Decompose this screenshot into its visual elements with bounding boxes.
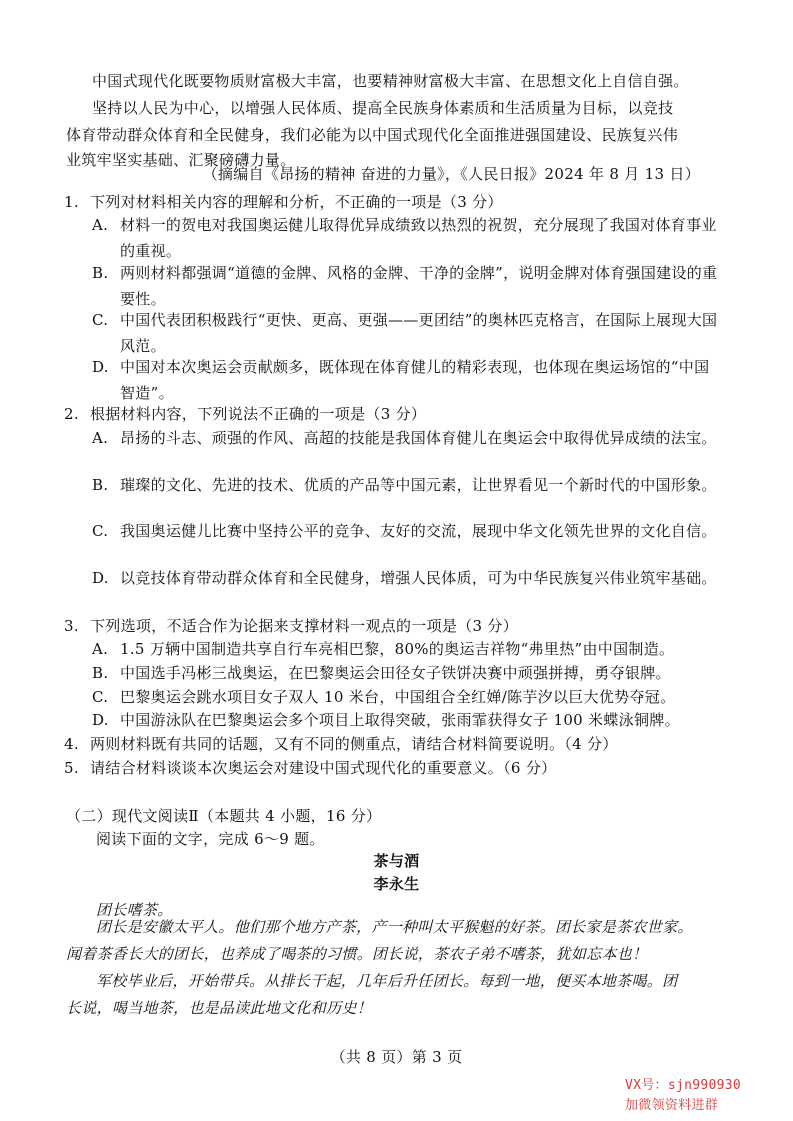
- option-text: 中国游泳队在巴黎奥运会多个项目上取得突破，张雨霏获得女子 100 米蝶泳铜牌。: [120, 711, 680, 729]
- intro-para2-line-3: 业筑牢坚实基础、汇聚磅礴力量。: [66, 151, 296, 169]
- option-key: A.: [92, 216, 109, 234]
- question-text: 根据材料内容，下列说法不正确的一项是（3 分）: [90, 405, 427, 423]
- section-heading: （二）现代文阅读Ⅱ（本题共 4 小题，16 分）: [66, 807, 382, 825]
- question-number: 1.: [64, 193, 79, 211]
- section-instruction: 阅读下面的文字，完成 6～9 题。: [96, 830, 325, 848]
- option-text: 材料一的贺电对我国奥运健儿取得优异成绩致以热烈的祝贺，充分展现了我国对体育事业的重视。: [120, 216, 717, 260]
- option-key: B.: [92, 476, 109, 494]
- watermark-line-2: 加微领资料进群: [625, 1098, 719, 1113]
- option-text: 中国对本次奥运会贡献颇多，既体现在体育健儿的精彩表现，也体现在奥运场馆的“中国智造”。: [120, 358, 710, 402]
- question-text: 请结合材料谈谈本次奥运会对建设中国式现代化的重要意义。（6 分）: [90, 759, 557, 777]
- option-key: B.: [92, 264, 109, 282]
- option-text: 中国选手冯彬三战奥运，在巴黎奥运会田径女子铁饼决赛中顽强拼搏，勇夺银牌。: [120, 664, 671, 682]
- option-key: D.: [92, 711, 109, 729]
- option-text: 昂扬的斗志、顽强的作风、高超的技能是我国体育健儿在奥运会中取得优异成绩的法宝。: [120, 429, 717, 447]
- option-text: 璀璨的文化、先进的技术、优质的产品等中国元素，让世界看见一个新时代的中国形象。: [120, 476, 717, 494]
- story-line-4: 军校毕业后，开始带兵。从排长干起，几年后升任团长。每到一地，便买本地茶喝。团: [96, 972, 678, 990]
- intro-para2-line-1: 坚持以人民为中心，以增强人民体质、提高全民族身体素质和生活质量为目标，以竞技: [92, 99, 674, 117]
- intro-para2-line-2: 体育带动群众体育和全民健身，我们必能为以中国式现代化全面推进强国建设、民族复兴伟: [66, 126, 679, 144]
- option-key: C.: [92, 688, 109, 706]
- option-key: B.: [92, 664, 109, 682]
- story-author: 李永生: [373, 875, 420, 893]
- intro-line-1: 中国式现代化既要物质财富极大丰富，也要精神财富极大丰富、在思想文化上自信自强。: [92, 72, 689, 90]
- option-text: 1.5 万辆中国制造共享自行车亮相巴黎，80%的奥运吉祥物“弗里热”由中国制造。: [120, 640, 675, 658]
- option-text: 以竞技体育带动群众体育和全民健身，增强人民体质，可为中华民族复兴伟业筑牢基础。: [120, 569, 717, 587]
- question-number: 3.: [64, 617, 79, 635]
- option-key: C.: [92, 522, 109, 540]
- option-key: A.: [92, 429, 109, 447]
- source-citation: （摘编自《昂扬的精神 奋进的力量》，《人民日报》2024 年 8 月 13 日）: [202, 165, 700, 183]
- question-text: 两则材料既有共同的话题，又有不同的侧重点，请结合材料简要说明。（4 分）: [90, 735, 618, 753]
- option-key: D.: [92, 569, 109, 587]
- story-title: 茶与酒: [373, 852, 420, 870]
- question-text: 下列对材料相关内容的理解和分析，不正确的一项是（3 分）: [90, 193, 503, 211]
- option-key: C.: [92, 311, 109, 329]
- question-text: 下列选项，不适合作为论据来支撑材料一观点的一项是（3 分）: [90, 617, 519, 635]
- story-line-1: 团长嗜茶。: [96, 901, 173, 919]
- question-number: 4.: [64, 735, 79, 753]
- question-number: 2.: [64, 405, 79, 423]
- watermark-line-1: VX号：sjn990930: [625, 1078, 741, 1093]
- story-line-5: 长说，喝当地茶，也是品读此地文化和历史！: [66, 999, 373, 1017]
- story-line-2: 团长是安徽太平人。他们那个地方产茶，产一种叫太平猴魁的好茶。团长家是茶农世家。: [96, 918, 693, 936]
- option-text: 我国奥运健儿比赛中坚持公平的竞争、友好的交流，展现中华文化领先世界的文化自信。: [120, 522, 717, 540]
- question-number: 5.: [64, 759, 79, 777]
- option-key: D.: [92, 358, 109, 376]
- option-text: 两则材料都强调“道德的金牌、风格的金牌、干净的金牌”，说明金牌对体育强国建设的重要性。: [120, 264, 718, 308]
- watermark: [625, 1076, 775, 1116]
- option-text: 中国代表团积极践行“更快、更高、更强——更团结”的奥林匹克格言，在国际上展现大国风范。: [120, 311, 718, 355]
- option-text: 巴黎奥运会跳水项目女子双人 10 米台，中国组合全红婵/陈芋汐以巨大优势夺冠。: [120, 688, 676, 706]
- page-footer: （共 8 页）第 3 页: [330, 1048, 463, 1066]
- story-line-3: 闻着茶香长大的团长，也养成了喝茶的习惯。团长说，茶农子弟不嗜茶，犹如忘本也！: [66, 945, 648, 963]
- option-key: A.: [92, 640, 109, 658]
